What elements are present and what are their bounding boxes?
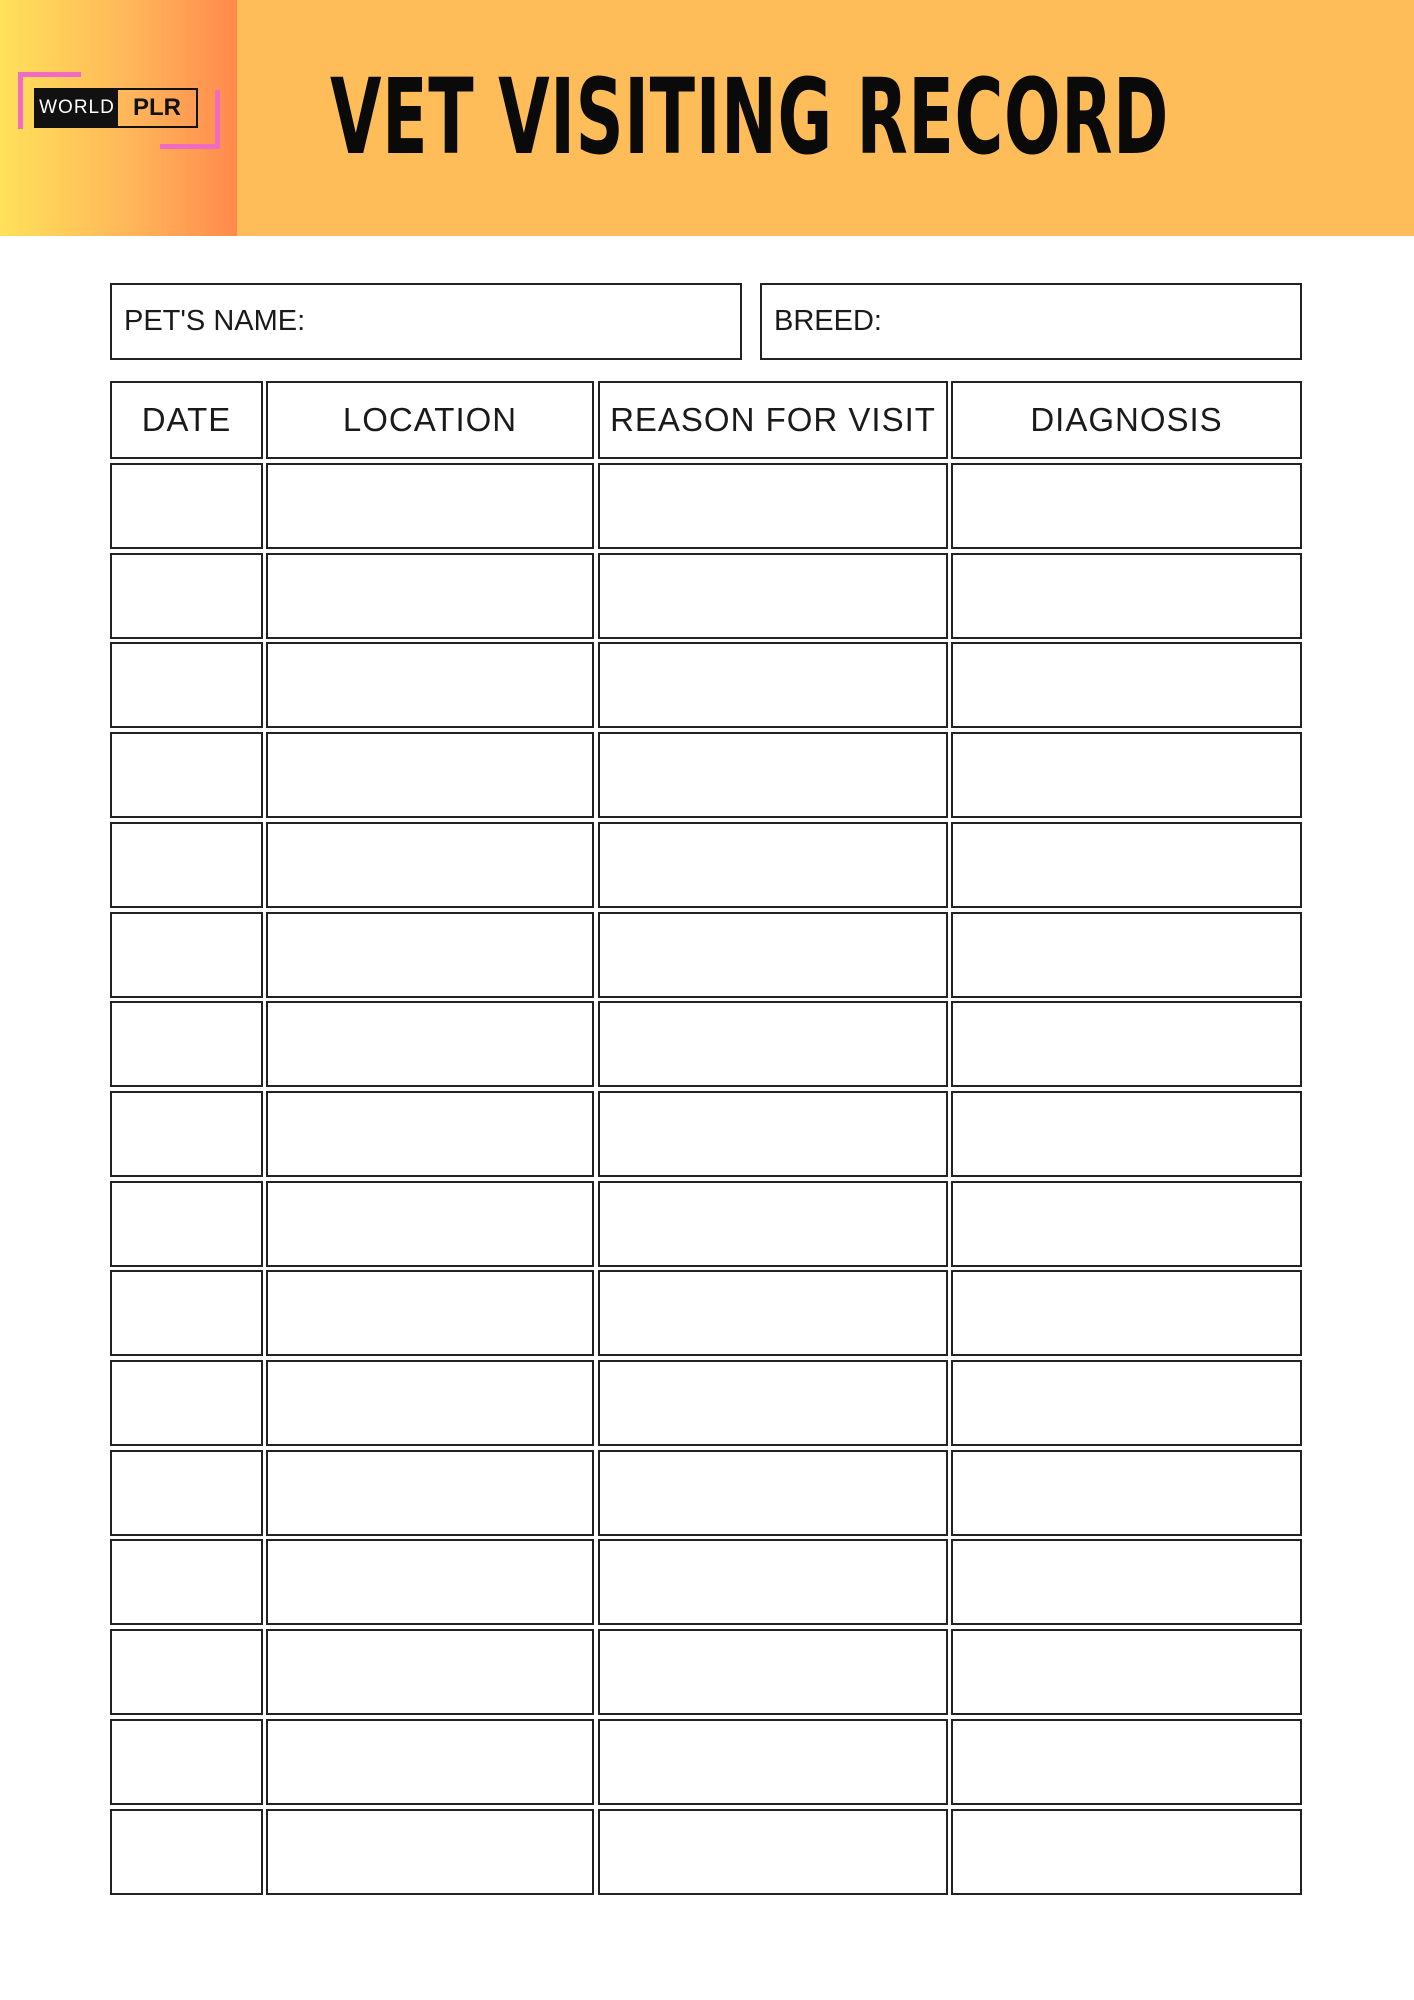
table-cell-reason-for-visit[interactable] <box>598 463 948 549</box>
table-cell-diagnosis[interactable] <box>951 463 1302 549</box>
table-cell-diagnosis[interactable] <box>951 1450 1302 1536</box>
table-cell-location[interactable] <box>266 1809 594 1895</box>
table-cell-diagnosis[interactable] <box>951 1629 1302 1715</box>
table-cell-diagnosis[interactable] <box>951 822 1302 908</box>
table-cell-location[interactable] <box>266 1270 594 1356</box>
table-cell-reason-for-visit[interactable] <box>598 1001 948 1087</box>
table-cell-diagnosis[interactable] <box>951 1360 1302 1446</box>
table-cell-reason-for-visit[interactable] <box>598 822 948 908</box>
table-cell-diagnosis[interactable] <box>951 1270 1302 1356</box>
table-cell-reason-for-visit[interactable] <box>598 553 948 639</box>
table-cell-reason-for-visit[interactable] <box>598 1181 948 1267</box>
table-cell-reason-for-visit[interactable] <box>598 1091 948 1177</box>
table-cell-location[interactable] <box>266 732 594 818</box>
table-cell-diagnosis[interactable] <box>951 1809 1302 1895</box>
table-cell-reason-for-visit[interactable] <box>598 1809 948 1895</box>
table-cell-date[interactable] <box>110 822 263 908</box>
column-header-date: DATE <box>110 381 263 459</box>
table-cell-date[interactable] <box>110 912 263 998</box>
logo <box>0 0 237 236</box>
table-cell-location[interactable] <box>266 1001 594 1087</box>
logo-plr-text: PLR <box>133 94 181 121</box>
table-cell-diagnosis[interactable] <box>951 1719 1302 1805</box>
column-header-reason-for-visit: REASON FOR VISIT <box>598 381 948 459</box>
pet-name-field[interactable] <box>110 283 742 360</box>
table-cell-diagnosis[interactable] <box>951 912 1302 998</box>
table-cell-date[interactable] <box>110 1001 263 1087</box>
table-cell-location[interactable] <box>266 1360 594 1446</box>
table-cell-location[interactable] <box>266 1450 594 1536</box>
breed-label: BREED: <box>774 305 882 337</box>
table-cell-date[interactable] <box>110 1270 263 1356</box>
table-cell-date[interactable] <box>110 642 263 728</box>
table-cell-reason-for-visit[interactable] <box>598 1629 948 1715</box>
table-cell-date[interactable] <box>110 1539 263 1625</box>
table-cell-location[interactable] <box>266 1719 594 1805</box>
table-cell-reason-for-visit[interactable] <box>598 912 948 998</box>
table-cell-date[interactable] <box>110 1091 263 1177</box>
table-cell-reason-for-visit[interactable] <box>598 642 948 728</box>
table-cell-date[interactable] <box>110 1450 263 1536</box>
page-title: VET VISITING RECORD <box>330 56 1170 178</box>
table-cell-diagnosis[interactable] <box>951 553 1302 639</box>
table-cell-date[interactable] <box>110 1629 263 1715</box>
table-cell-reason-for-visit[interactable] <box>598 1270 948 1356</box>
table-cell-date[interactable] <box>110 1360 263 1446</box>
table-cell-reason-for-visit[interactable] <box>598 1539 948 1625</box>
breed-field[interactable] <box>760 283 1302 360</box>
table-cell-location[interactable] <box>266 822 594 908</box>
column-header-diagnosis: DIAGNOSIS <box>951 381 1302 459</box>
table-cell-date[interactable] <box>110 1719 263 1805</box>
table-cell-diagnosis[interactable] <box>951 1539 1302 1625</box>
logo-world-text: WORLD <box>36 90 118 126</box>
table-cell-location[interactable] <box>266 463 594 549</box>
table-cell-location[interactable] <box>266 553 594 639</box>
table-cell-date[interactable] <box>110 1809 263 1895</box>
table-cell-reason-for-visit[interactable] <box>598 1719 948 1805</box>
table-cell-date[interactable] <box>110 553 263 639</box>
table-cell-date[interactable] <box>110 463 263 549</box>
table-cell-date[interactable] <box>110 732 263 818</box>
table-cell-reason-for-visit[interactable] <box>598 732 948 818</box>
table-cell-location[interactable] <box>266 1181 594 1267</box>
pet-name-label: PET'S NAME: <box>124 305 306 337</box>
table-cell-diagnosis[interactable] <box>951 732 1302 818</box>
table-cell-diagnosis[interactable] <box>951 1181 1302 1267</box>
table-cell-reason-for-visit[interactable] <box>598 1450 948 1536</box>
column-header-location: LOCATION <box>266 381 594 459</box>
table-cell-location[interactable] <box>266 1629 594 1715</box>
table-cell-reason-for-visit[interactable] <box>598 1360 948 1446</box>
table-cell-date[interactable] <box>110 1181 263 1267</box>
table-cell-location[interactable] <box>266 1091 594 1177</box>
table-cell-diagnosis[interactable] <box>951 1001 1302 1087</box>
table-cell-diagnosis[interactable] <box>951 642 1302 728</box>
table-cell-location[interactable] <box>266 912 594 998</box>
table-cell-location[interactable] <box>266 1539 594 1625</box>
table-cell-location[interactable] <box>266 642 594 728</box>
table-cell-diagnosis[interactable] <box>951 1091 1302 1177</box>
logo-wordmark <box>34 88 198 128</box>
